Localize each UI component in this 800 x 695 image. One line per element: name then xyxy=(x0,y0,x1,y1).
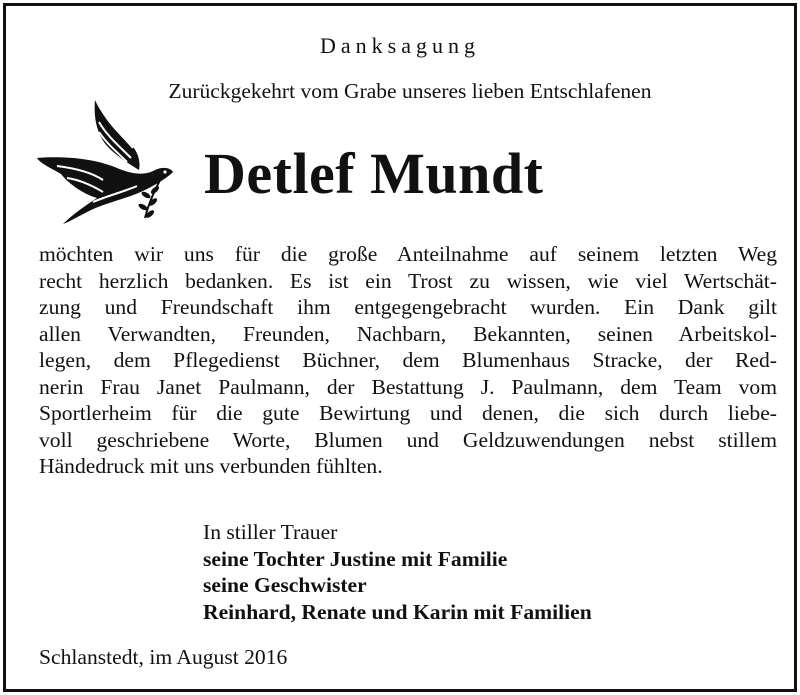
mourner-line: seine Geschwister xyxy=(203,573,367,597)
place-date: Schlanstedt, im August 2016 xyxy=(39,645,288,669)
paragraph-line: legen, dem Pflegedienst Büchner, dem Blumenhaus Stracke, der Red- xyxy=(39,348,777,372)
paragraph-line: recht herzlich bedanken. Es ist ein Trost zu wissen, wie viel Wertschät- xyxy=(39,268,777,293)
mourner-line: Reinhard, Renate und Karin mit Familien xyxy=(203,599,592,624)
paragraph-line: allen Verwandten, Freunden, Nachbarn, Bekannten, seinen Arbeitskol- xyxy=(39,321,777,346)
paragraph-line: Sportlerheim für die gute Bewirtung und denen, die sich durch liebe- xyxy=(39,401,777,425)
paragraph-line: Händedruck mit uns verbunden fühlten. xyxy=(39,454,383,478)
mourner-line: seine Tochter Justine mit Familie xyxy=(203,546,508,571)
notice-heading: Danksagung xyxy=(320,33,480,58)
paragraph-line: zung und Freundschaft ihm entgegengebracht wurden. Ein Dank gilt xyxy=(39,295,777,319)
signoff-lead: In stiller Trauer xyxy=(203,520,338,544)
signoff-block xyxy=(203,519,592,625)
obituary-notice xyxy=(3,3,797,692)
paragraph-line: möchten wir uns für die große Anteilnahme auf seinem letzten Weg xyxy=(39,242,777,266)
paragraph-line: voll geschriebene Worte, Blumen und Geldzuwendungen nebst stillem xyxy=(39,427,777,452)
thanks-paragraph xyxy=(39,241,777,480)
paragraph-line: nerin Frau Janet Paulmann, der Bestattung J. Paulmann, dem Team vom xyxy=(39,374,777,399)
intro-line: Zurückgekehrt vom Grabe unseres lieben Entschlafenen xyxy=(168,79,652,103)
deceased-name: Detlef Mundt xyxy=(204,141,544,206)
dove-icon xyxy=(33,98,183,228)
